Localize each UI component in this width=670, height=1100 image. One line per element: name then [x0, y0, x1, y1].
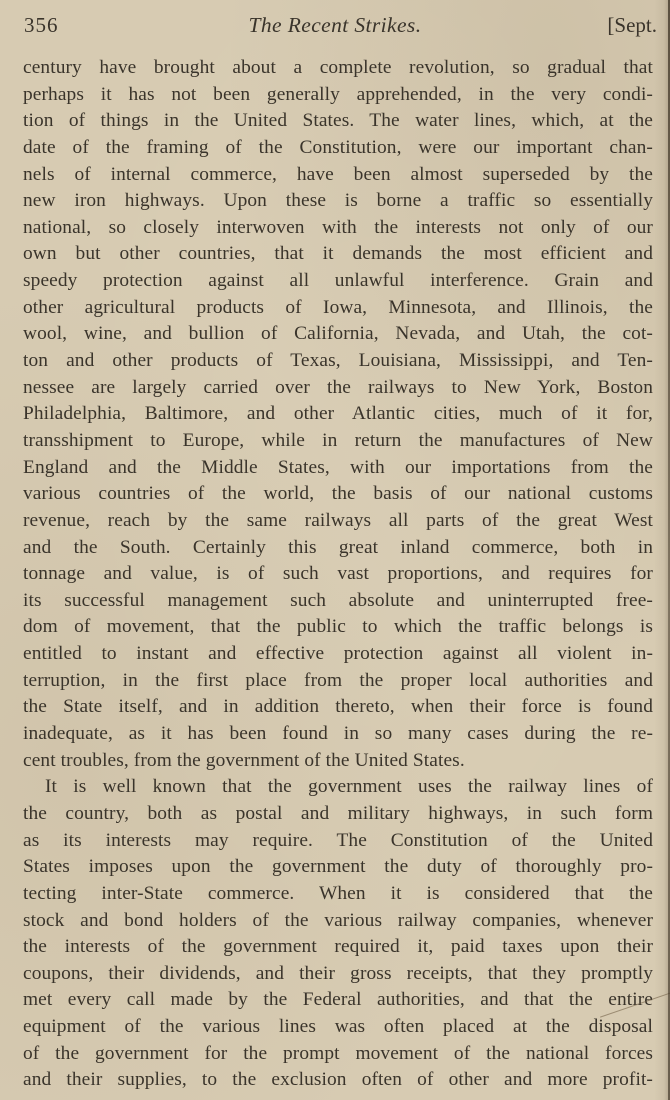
text-line: ton and other products of Texas, Louisiana, Mississippi, and Ten- — [23, 350, 653, 372]
text-line: nessee are largely carried over the railways to New York, Boston — [23, 376, 653, 398]
text-line: and the South. Certainly this great inland commerce, both in — [23, 536, 653, 558]
text-line: date of the framing of the Constitution, were our important chan- — [23, 136, 653, 158]
text-line: cent troubles, from the government of the United States. — [23, 749, 465, 771]
text-line: other agricultural products of Iowa, Minnesota, and Illinois, the — [23, 296, 653, 318]
text-line: transshipment to Europe, while in return the manufactures of New — [23, 429, 653, 451]
text-line: the interests of the government required it, paid taxes upon their — [23, 936, 653, 958]
text-line: England and the Middle States, with our importations from the — [23, 456, 653, 478]
text-line: the country, both as postal and military highways, in such form — [23, 802, 653, 824]
text-line: own but other countries, that it demands the most efficient and — [23, 243, 653, 265]
text-line: terruption, in the first place from the proper local authorities and — [23, 669, 653, 691]
text-line: various countries of the world, the basis of our national customs — [23, 483, 653, 505]
text-line: of the government for the prompt movement of the national forces — [23, 1042, 653, 1064]
text-line: It is well known that the government uses the railway lines of — [45, 776, 653, 798]
text-line: national, so closely interwoven with the interests not only of our — [23, 216, 653, 238]
text-line: nels of internal commerce, have been almost superseded by the — [23, 163, 653, 185]
page-number: 356 — [24, 13, 59, 37]
text-line: entitled to instant and effective protection against all violent in- — [23, 643, 653, 665]
text-line: wool, wine, and bullion of California, Nevada, and Utah, the cot- — [23, 323, 653, 345]
text-line: as its interests may require. The Constitution of the United — [23, 829, 653, 851]
text-line: equipment of the various lines was often placed at the disposal — [23, 1016, 653, 1038]
text-line: stock and bond holders of the various railway companies, whenever — [23, 909, 653, 931]
text-line: tecting inter-State commerce. When it is considered that the — [23, 882, 653, 904]
page-title: The Recent Strikes. — [248, 13, 422, 37]
text-line: States imposes upon the government the duty of thoroughly pro- — [23, 856, 653, 878]
text-line: and their supplies, to the exclusion often of other and more profit- — [23, 1069, 653, 1091]
text-line: perhaps it has not been generally apprehended, in the very condi- — [23, 83, 653, 105]
text-line: the State itself, and in addition thereto, when their force is found — [23, 696, 653, 718]
text-line: its successful management such absolute and uninterrupted free- — [23, 589, 653, 611]
running-header — [0, 13, 670, 43]
text-line: new iron highways. Upon these is borne a traffic so essentially — [23, 190, 653, 212]
issue-date: [Sept. — [607, 13, 657, 37]
text-line: revenue, reach by the same railways all parts of the great West — [23, 509, 653, 531]
text-line: coupons, their dividends, and their gross receipts, that they promptly — [23, 962, 653, 984]
text-line: century have brought about a complete revolution, so gradual that — [23, 57, 653, 78]
text-line: met every call made by the Federal authorities, and that the entire — [23, 989, 653, 1011]
text-line: tonnage and value, is of such vast proportions, and requires for — [23, 563, 653, 585]
text-line: inadequate, as it has been found in so many cases during the re- — [23, 723, 653, 745]
text-line: dom of movement, that the public to which the traffic belongs is — [23, 616, 653, 638]
article-body — [23, 55, 653, 1094]
text-line: tion of things in the United States. The water lines, which, at the — [23, 110, 653, 132]
text-line: Philadelphia, Baltimore, and other Atlantic cities, much of it for, — [23, 403, 653, 425]
text-line: speedy protection against all unlawful interference. Grain and — [23, 270, 653, 292]
